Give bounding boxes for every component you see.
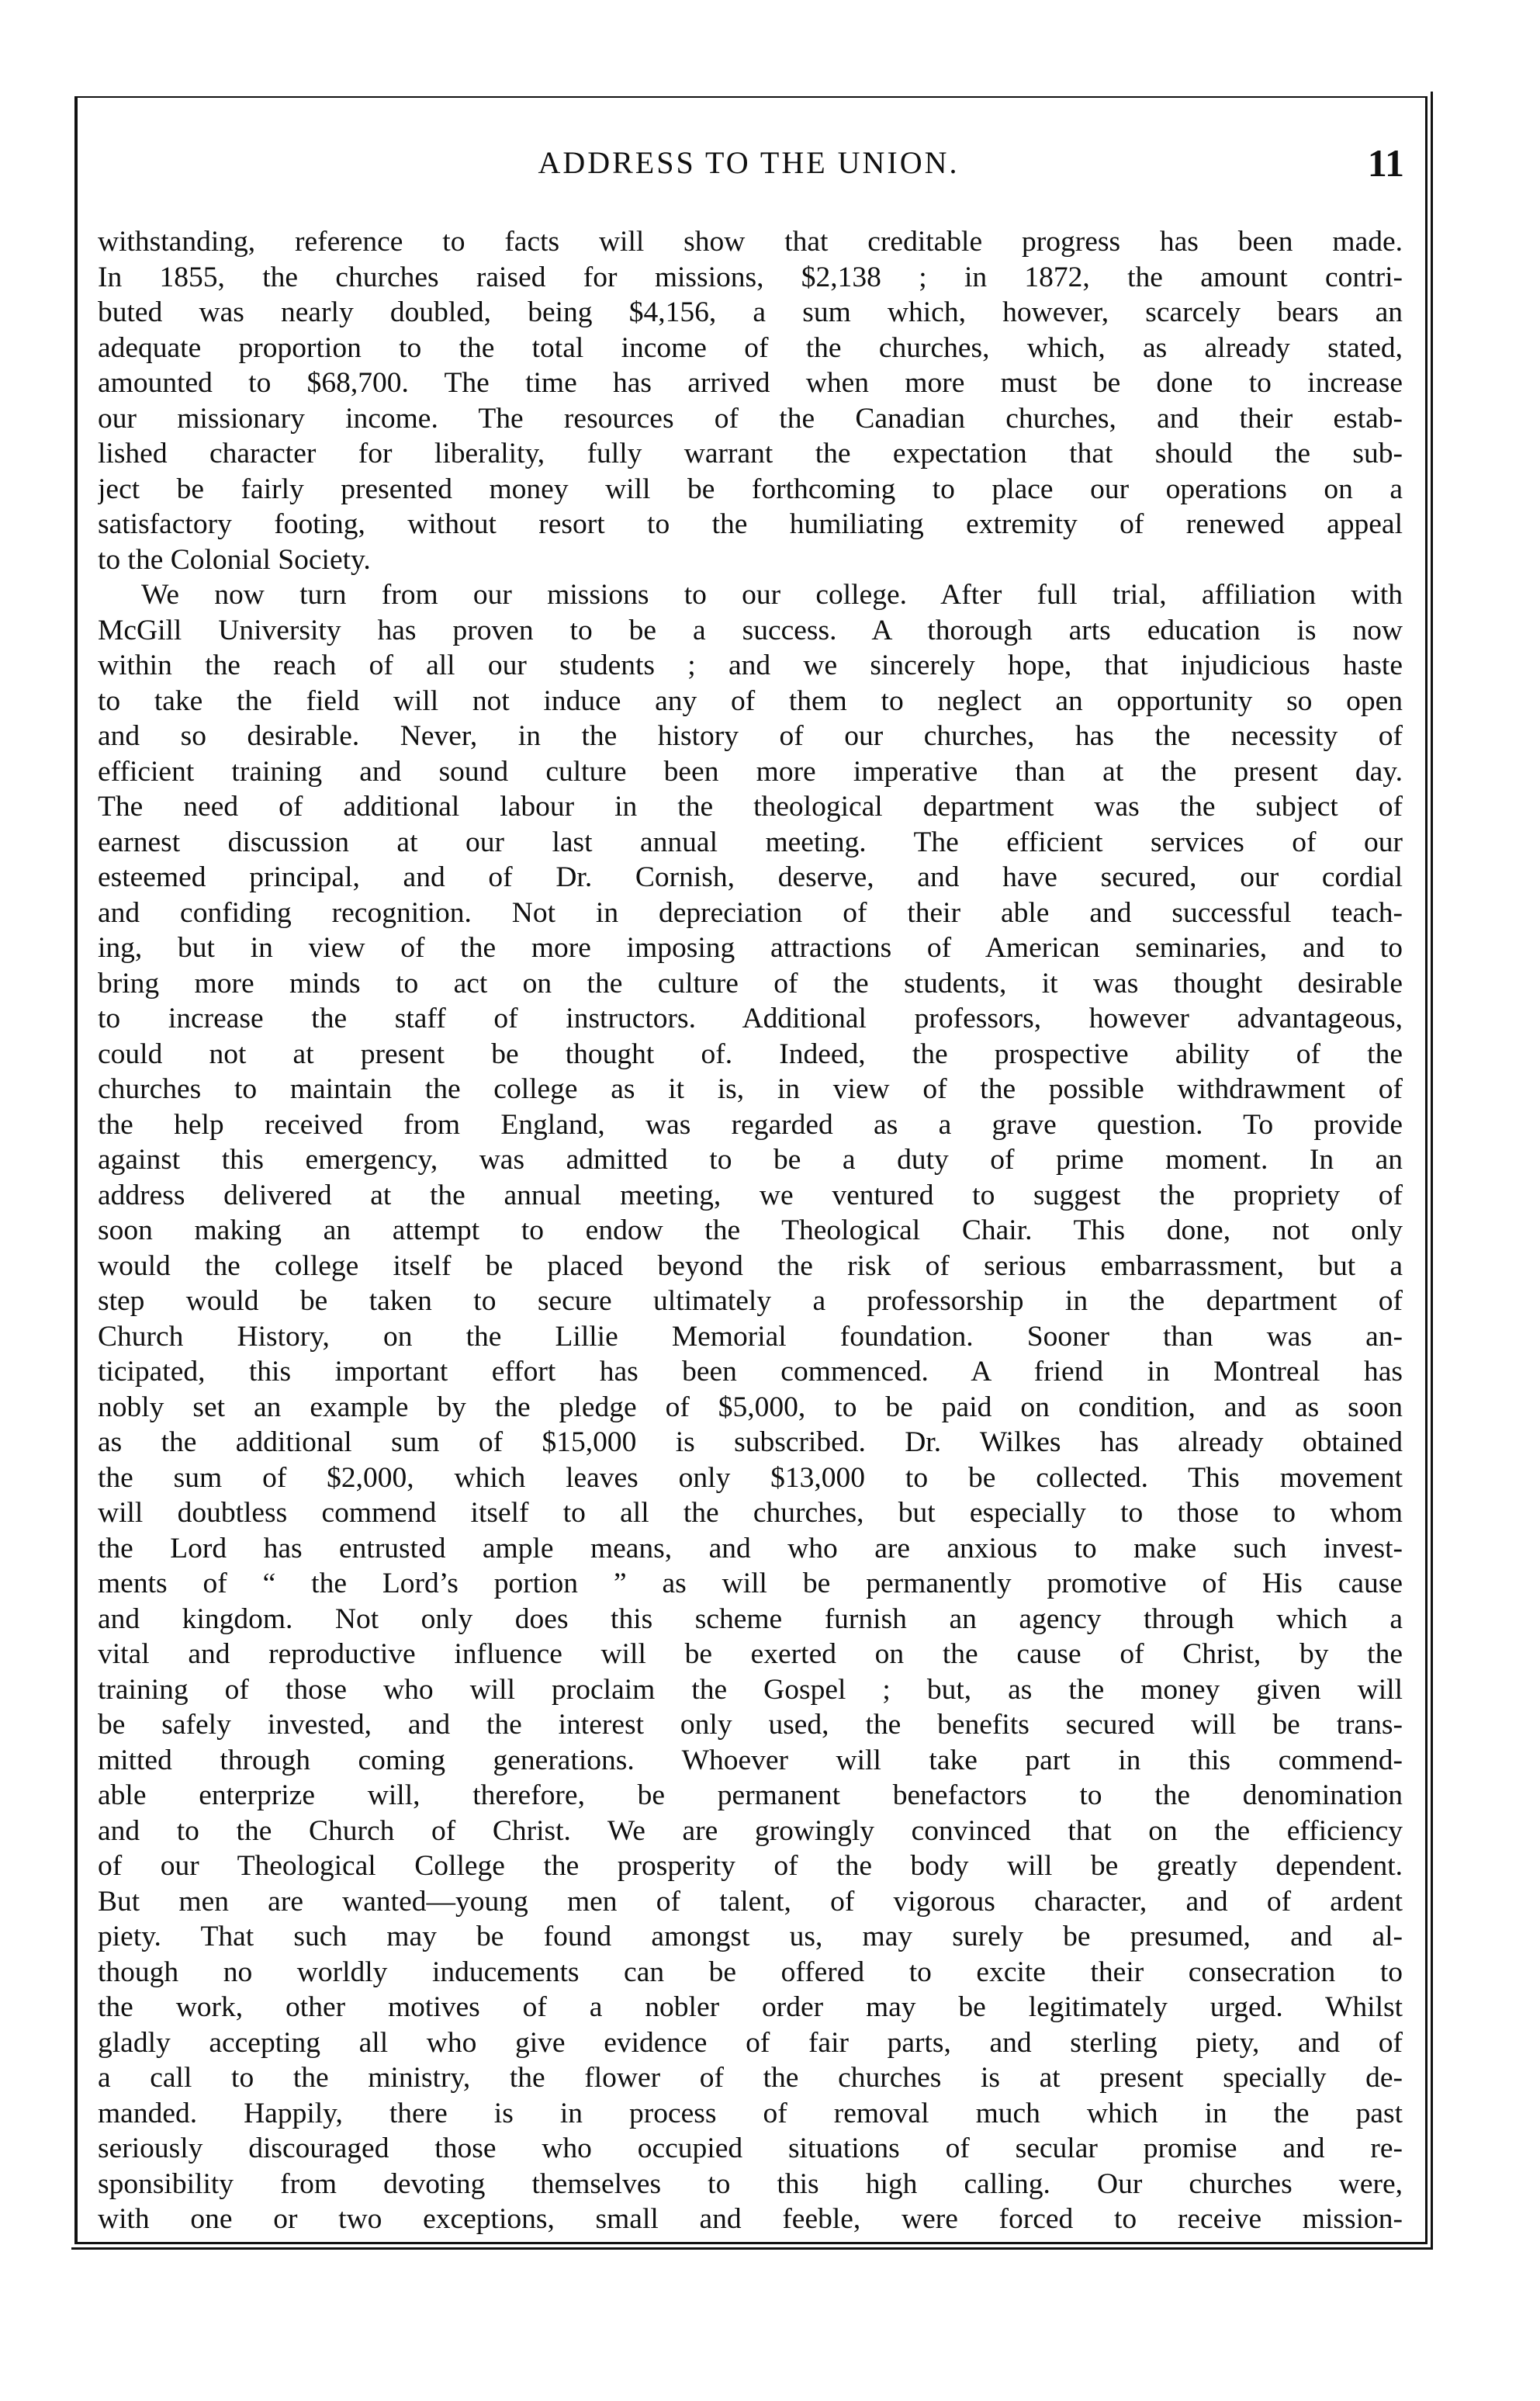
text-line: of our Theological College the prosperity of the body will be greatly dependent. [98, 1850, 1403, 1882]
text-line: as the additional sum of $15,000 is subscribed. Dr. Wilkes has already obtained [98, 1426, 1403, 1458]
text-line: within the reach of all our students ; and we sincerely hope, that injudicious haste [98, 650, 1403, 681]
text-line: the help received from England, was regarded as a grave question. To provide [98, 1108, 1403, 1141]
text-line: earnest discussion at our last annual meeting. The efficient services of our [98, 826, 1403, 858]
text-line: sponsibility from devoting themselves to this high calling. Our churches were, [98, 2167, 1403, 2200]
text-line: the Lord has entrusted ample means, and who are anxious to make such invest- [98, 1532, 1403, 1564]
text-line: We now turn from our missions to our college. After full trial, affiliation with [141, 579, 1403, 611]
text-line: with one or two exceptions, small and feeble, were forced to receive mission- [98, 2203, 1403, 2235]
text-line: Church History, on the Lillie Memorial foundation. Sooner than was an- [98, 1320, 1403, 1353]
text-line: and confiding recognition. Not in depreciation of their able and successful teach- [98, 896, 1403, 929]
text-line: manded. Happily, there is in process of removal much which in the past [98, 2097, 1403, 2129]
text-line: to take the field will not induce any of them to neglect an opportunity so open [98, 684, 1403, 717]
text-line: In 1855, the churches raised for missions, $2,138 ; in 1872, the amount contri- [98, 261, 1403, 293]
running-title: ADDRESS TO THE UNION. [538, 145, 960, 180]
text-line: mitted through coming generations. Whoever will take part in this commend- [98, 1744, 1403, 1776]
text-line: to the Colonial Society. [98, 543, 371, 576]
text-line: vital and reproductive influence will be exerted on the cause of Christ, by the [98, 1638, 1403, 1670]
text-line: to increase the staff of instructors. Additional professors, however advantageous, [98, 1003, 1403, 1034]
text-line: the work, other motives of a nobler order may be legitimately urged. Whilst [98, 1991, 1403, 2023]
text-line: will doubtless commend itself to all the churches, but especially to those to whom [98, 1497, 1403, 1529]
page-border-shadow-bottom [71, 2247, 1433, 2250]
page-border-shadow-right [1431, 92, 1433, 2247]
text-line: the sum of $2,000, which leaves only $13,000 to be collected. This movement [98, 1461, 1403, 1494]
text-line: soon making an attempt to endow the Theological Chair. This done, not only [98, 1214, 1403, 1246]
text-line: training of those who will proclaim the Gospel ; but, as the money given will [98, 1673, 1403, 1706]
text-line: piety. That such may be found amongst us, may surely be presumed, and al- [98, 1921, 1403, 1952]
text-line: and so desirable. Never, in the history of our churches, has the necessity of [98, 720, 1403, 752]
text-line: ject be fairly presented money will be forthcoming to place our operations on a [98, 473, 1403, 505]
text-line: step would be taken to secure ultimately a professorship in the department of [98, 1285, 1403, 1317]
text-line: esteemed principal, and of Dr. Cornish, deserve, and have secured, our cordial [98, 861, 1403, 893]
text-line: lished character for liberality, fully warrant the expectation that should the sub- [98, 438, 1403, 469]
text-line: buted was nearly doubled, being $4,156, a sum which, however, scarcely bears an [98, 296, 1403, 328]
text-line: ticipated, this important effort has been commenced. A friend in Montreal has [98, 1356, 1403, 1388]
page-number: 11 [1367, 141, 1404, 185]
text-line: bring more minds to act on the culture of the students, it was thought desirable [98, 967, 1403, 1000]
text-line: would the college itself be placed beyond the risk of serious embarrassment, but a [98, 1249, 1403, 1282]
text-line: churches to maintain the college as it is, in view of the possible withdrawment of [98, 1073, 1403, 1105]
text-line: adequate proportion to the total income of the churches, which, as already stated, [98, 331, 1403, 364]
text-line: ing, but in view of the more imposing attractions of American seminaries, and to [98, 932, 1403, 964]
text-line: ments of “ the Lord’s portion ” as will be permanently promotive of His cause [98, 1568, 1403, 1599]
text-line: withstanding, reference to facts will show that creditable progress has been made. [98, 226, 1403, 258]
text-line: satisfactory footing, without resort to the humiliating extremity of renewed appeal [98, 508, 1403, 540]
text-line: gladly accepting all who give evidence of fair parts, and sterling piety, and of [98, 2026, 1403, 2059]
text-line: McGill University has proven to be a success. A thorough arts education is now [98, 614, 1403, 646]
text-line: and to the Church of Christ. We are growingly convinced that on the efficiency [98, 1814, 1403, 1847]
text-line: our missionary income. The resources of the Canadian churches, and their estab- [98, 402, 1403, 435]
text-line: seriously discouraged those who occupied situations of secular promise and re- [98, 2132, 1403, 2164]
text-line: But men are wanted—young men of talent, of vigorous character, and of ardent [98, 1885, 1403, 1918]
text-line: and kingdom. Not only does this scheme furnish an agency through which a [98, 1602, 1403, 1635]
text-line: be safely invested, and the interest only used, the benefits secured will be trans- [98, 1709, 1403, 1741]
text-line: address delivered at the annual meeting, we ventured to suggest the propriety of [98, 1179, 1403, 1211]
running-header [93, 140, 1404, 186]
text-line: could not at present be thought of. Indeed, the prospective ability of the [98, 1038, 1403, 1070]
text-line: a call to the ministry, the flower of the churches is at present specially de- [98, 2062, 1403, 2094]
body-text [98, 224, 1403, 2237]
text-line: efficient training and sound culture been more imperative than at the present day. [98, 755, 1403, 788]
text-line: though no worldly inducements can be offered to excite their consecration to [98, 1956, 1403, 1988]
text-line: amounted to $68,700. The time has arrived when more must be done to increase [98, 367, 1403, 399]
text-line: The need of additional labour in the theological department was the subject of [98, 791, 1403, 823]
text-line: able enterprize will, therefore, be permanent benefactors to the denomination [98, 1779, 1403, 1811]
text-line: nobly set an example by the pledge of $5,000, to be paid on condition, and as soon [98, 1391, 1403, 1423]
text-line: against this emergency, was admitted to be a duty of prime moment. In an [98, 1144, 1403, 1176]
